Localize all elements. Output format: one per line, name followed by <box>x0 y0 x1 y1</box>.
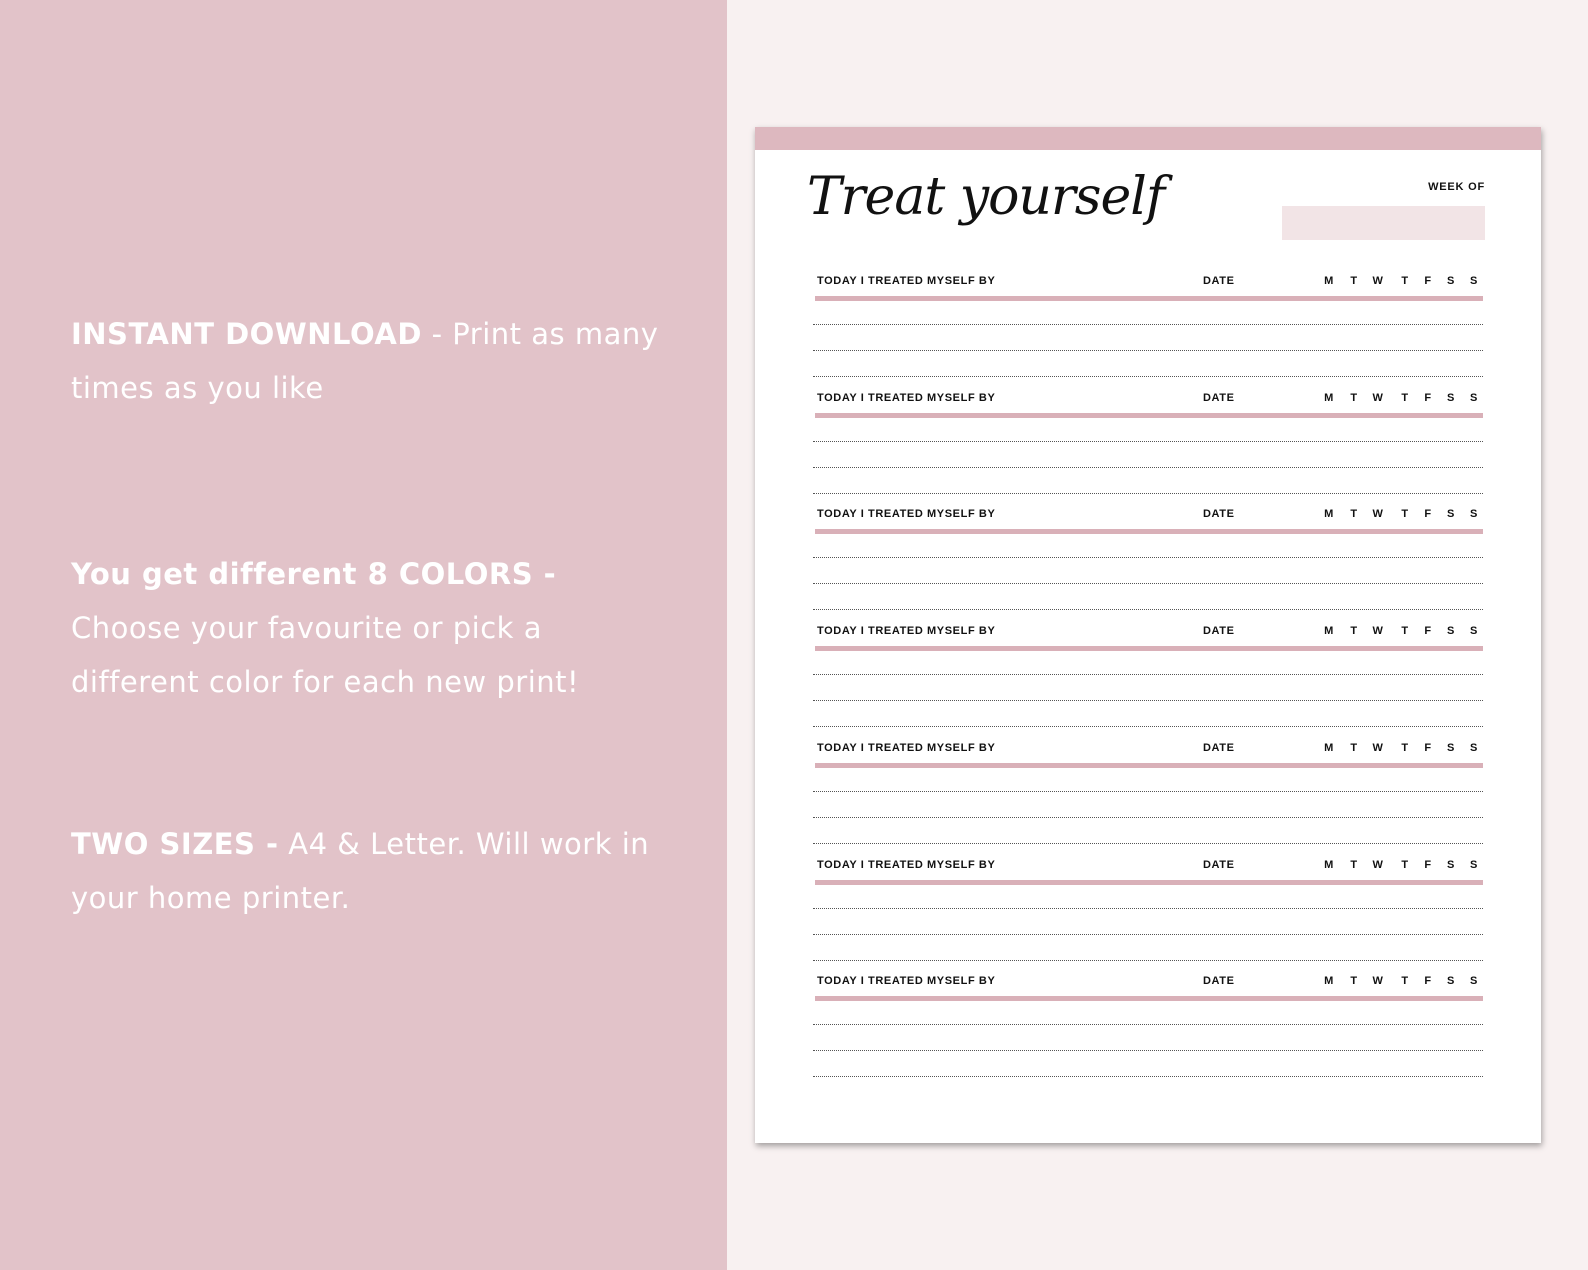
entry-header <box>815 506 1483 522</box>
weekday-letter: T <box>1401 625 1409 638</box>
weekday-letter: T <box>1350 741 1358 754</box>
sheet-title: Treat yourself <box>807 167 1165 227</box>
entry-accent-rule <box>815 646 1483 651</box>
date-label: DATE <box>1203 391 1235 404</box>
date-label: DATE <box>1203 858 1235 871</box>
dotted-writing-line <box>813 843 1483 844</box>
dotted-writing-line <box>813 324 1483 325</box>
weekday-letter: F <box>1424 275 1432 287</box>
weekday-letter: T <box>1401 275 1409 287</box>
weekday-letter: W <box>1372 391 1384 404</box>
weekday-letter: M <box>1324 858 1334 871</box>
entry-block <box>815 390 1483 507</box>
entry-block <box>815 273 1483 390</box>
weekday-letter: T <box>1350 625 1358 638</box>
week-of-label: WEEK OF <box>1428 181 1485 193</box>
weekday-letter: M <box>1324 391 1334 404</box>
weekday-letter: W <box>1372 275 1384 287</box>
entry-accent-rule <box>815 413 1483 418</box>
weekday-letter: S <box>1470 391 1478 404</box>
weekday-letter: T <box>1350 508 1358 521</box>
dotted-writing-line <box>813 441 1483 442</box>
dotted-writing-line <box>813 960 1483 961</box>
weekday-letter: T <box>1401 858 1409 871</box>
entry-header <box>815 273 1483 289</box>
date-label: DATE <box>1203 975 1235 988</box>
dotted-writing-line <box>813 726 1483 727</box>
entry-block <box>815 740 1483 857</box>
weekday-letter: W <box>1372 858 1384 871</box>
weekday-letter: T <box>1401 741 1409 754</box>
weekday-letter: M <box>1324 275 1334 287</box>
dotted-writing-line <box>813 350 1483 351</box>
entry-label: TODAY I TREATED MYSELF BY <box>817 508 996 521</box>
entry-block <box>815 857 1483 974</box>
entry-accent-rule <box>815 763 1483 768</box>
entry-block <box>815 973 1483 1090</box>
weekday-letter: T <box>1350 975 1358 988</box>
feature-text: - Print as many times as you like <box>71 317 659 405</box>
feature-sizes <box>71 817 671 925</box>
dotted-writing-line <box>813 493 1483 494</box>
dotted-writing-line <box>813 557 1483 558</box>
weekday-letter: T <box>1350 391 1358 404</box>
sheet-top-band <box>755 127 1541 150</box>
dotted-writing-line <box>813 583 1483 584</box>
date-label: DATE <box>1203 741 1235 754</box>
weekday-letter: S <box>1447 741 1455 754</box>
weekday-letter: S <box>1470 625 1478 638</box>
date-label: DATE <box>1203 508 1235 521</box>
weekday-letter: S <box>1447 275 1455 287</box>
weekday-letter: S <box>1470 975 1478 988</box>
weekday-letter: M <box>1324 975 1334 988</box>
weekday-letter: F <box>1424 391 1432 404</box>
weekday-letter: T <box>1401 508 1409 521</box>
weekday-letter: W <box>1372 508 1384 521</box>
weekday-letter: F <box>1424 741 1432 754</box>
planner-sheet <box>755 127 1541 1143</box>
weekday-letter: W <box>1372 625 1384 638</box>
dotted-writing-line <box>813 467 1483 468</box>
weekday-letter: T <box>1350 858 1358 871</box>
dotted-writing-line <box>813 791 1483 792</box>
weekday-letter: F <box>1424 625 1432 638</box>
week-of-field <box>1282 206 1485 240</box>
weekday-letter: F <box>1424 975 1432 988</box>
weekday-letter: F <box>1424 508 1432 521</box>
entry-header <box>815 623 1483 639</box>
entry-label: TODAY I TREATED MYSELF BY <box>817 275 996 287</box>
entry-label: TODAY I TREATED MYSELF BY <box>817 858 996 871</box>
entry-accent-rule <box>815 996 1483 1001</box>
dotted-writing-line <box>813 609 1483 610</box>
dotted-writing-line <box>813 1024 1483 1025</box>
weekday-letter: S <box>1470 275 1478 287</box>
weekday-letter: T <box>1401 391 1409 404</box>
dotted-writing-line <box>813 674 1483 675</box>
entry-label: TODAY I TREATED MYSELF BY <box>817 975 996 988</box>
dotted-writing-line <box>813 700 1483 701</box>
weekday-letter: M <box>1324 741 1334 754</box>
feature-instant-download <box>71 307 671 415</box>
entry-header <box>815 973 1483 989</box>
weekday-letter: S <box>1447 391 1455 404</box>
weekday-letter: S <box>1447 508 1455 521</box>
weekday-letter: M <box>1324 625 1334 638</box>
weekday-letter: M <box>1324 508 1334 521</box>
feature-colors <box>71 547 671 709</box>
feature-title: TWO SIZES - <box>71 827 279 861</box>
entry-header <box>815 857 1483 873</box>
entry-block <box>815 623 1483 740</box>
dotted-writing-line <box>813 376 1483 377</box>
weekday-letter: F <box>1424 858 1432 871</box>
left-panel <box>0 0 727 1270</box>
entry-accent-rule <box>815 296 1483 301</box>
weekday-letter: S <box>1470 508 1478 521</box>
weekday-letter: S <box>1447 975 1455 988</box>
entry-label: TODAY I TREATED MYSELF BY <box>817 625 996 638</box>
entry-label: TODAY I TREATED MYSELF BY <box>817 741 996 754</box>
entry-accent-rule <box>815 529 1483 534</box>
weekday-letter: S <box>1447 625 1455 638</box>
dotted-writing-line <box>813 934 1483 935</box>
weekday-letter: S <box>1470 741 1478 754</box>
weekday-letter: W <box>1372 741 1384 754</box>
dotted-writing-line <box>813 1050 1483 1051</box>
entry-block <box>815 506 1483 623</box>
weekday-letter: T <box>1350 275 1358 287</box>
entry-header <box>815 390 1483 406</box>
weekday-letter: S <box>1447 858 1455 871</box>
weekday-letter: T <box>1401 975 1409 988</box>
dotted-writing-line <box>813 908 1483 909</box>
feature-text: Choose your favourite or pick a different color for each new print! <box>71 611 580 699</box>
dotted-writing-line <box>813 1076 1483 1077</box>
dotted-writing-line <box>813 817 1483 818</box>
weekday-letter: S <box>1470 858 1478 871</box>
date-label: DATE <box>1203 625 1235 638</box>
feature-text: A4 & Letter. Will work in your home printer. <box>71 827 650 915</box>
entry-label: TODAY I TREATED MYSELF BY <box>817 391 996 404</box>
weekday-letter: W <box>1372 975 1384 988</box>
entry-accent-rule <box>815 880 1483 885</box>
entry-header <box>815 740 1483 756</box>
feature-title: You get different 8 COLORS - <box>71 557 557 591</box>
date-label: DATE <box>1203 275 1235 287</box>
feature-title: INSTANT DOWNLOAD <box>71 317 422 351</box>
